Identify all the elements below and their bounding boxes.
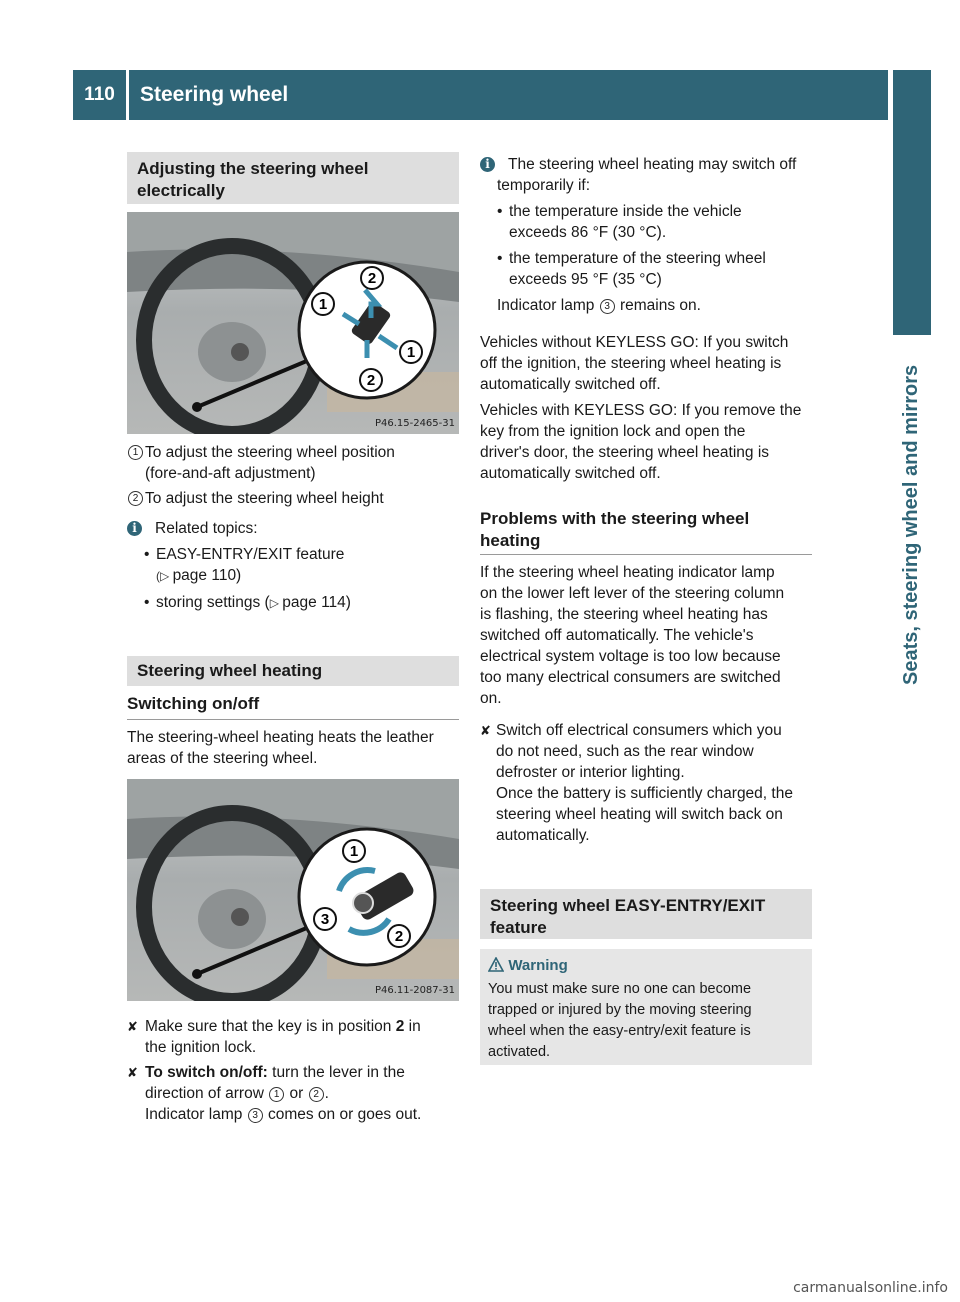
- callout-number: 3: [248, 1108, 263, 1123]
- side-tab: [893, 70, 931, 335]
- fig1-item-1: [127, 442, 459, 484]
- callout-number: 1: [128, 445, 143, 460]
- section-title-adjusting: [127, 152, 459, 204]
- text-line: electrical system voltage is too low because: [480, 648, 781, 665]
- figure-code: P46.11-2087-31: [374, 985, 455, 996]
- text-line: in: [404, 1018, 421, 1035]
- callout-2: 2: [394, 928, 404, 945]
- text-line: page 110): [172, 567, 242, 584]
- text-line: or: [285, 1085, 308, 1102]
- info-icon: i: [480, 157, 495, 172]
- step-switch-off-consumers: [480, 720, 815, 846]
- text-line: on the lower left lever of the steering column: [480, 585, 785, 602]
- callout-2-top: 2: [367, 270, 377, 287]
- right-column: [480, 152, 812, 1152]
- page-ref-arrow-icon: (▷: [156, 569, 173, 583]
- text-line: areas of the steering wheel.: [127, 750, 318, 767]
- text-line: Indicator lamp: [497, 297, 599, 314]
- text-line: automatically switched off.: [480, 465, 661, 482]
- text-line: Vehicles with KEYLESS GO: If you remove the: [480, 402, 802, 419]
- text-line: You must make sure no one can become: [488, 981, 752, 997]
- section-title-line: Adjusting the steering wheel: [137, 159, 369, 178]
- figure-code: P46.15-2465-31: [374, 418, 455, 429]
- heating-lever-illustration: [127, 779, 459, 1001]
- subheading-problems: [480, 508, 812, 555]
- figure-steering-adjust: [127, 212, 459, 434]
- callout-1-right: 1: [406, 344, 416, 361]
- text-line: the ignition lock.: [145, 1039, 257, 1056]
- text-line: remains on.: [615, 297, 701, 314]
- callout-number: 3: [600, 299, 615, 314]
- callout-3: 3: [320, 911, 330, 928]
- text-line: EASY-ENTRY/EXIT feature: [156, 546, 345, 563]
- text-line: storing settings (: [156, 594, 270, 611]
- text-line: trapped or injured by the moving steering: [488, 1002, 752, 1018]
- text-line: the temperature of the steering wheel: [509, 250, 766, 267]
- step-arrow-icon: ✘: [127, 1019, 138, 1034]
- steering-adjust-illustration: [127, 212, 459, 434]
- text-line: Indicator lamp: [145, 1106, 247, 1123]
- text-line: the temperature inside the vehicle: [509, 203, 742, 220]
- fig1-item-text: To adjust the steering wheel height: [145, 490, 384, 507]
- side-chapter-label: [898, 345, 926, 685]
- text-line: do not need, such as the rear window: [496, 743, 754, 760]
- paragraph-without-keyless-go: [480, 332, 815, 395]
- text-line: on.: [480, 690, 502, 707]
- text-line: The steering-wheel heating heats the leather: [127, 729, 434, 746]
- text-line: is flashing, the steering wheel heating has: [480, 606, 768, 623]
- paragraph-with-keyless-go: [480, 400, 815, 484]
- paragraph-problems: [480, 562, 815, 709]
- text-line: comes on or goes out.: [263, 1106, 422, 1123]
- warning-title: Warning: [508, 957, 568, 974]
- text-line: Make sure that the key is in position: [145, 1018, 396, 1035]
- warning-text: [488, 979, 752, 1063]
- text-line: temporarily if:: [497, 177, 591, 194]
- text-line: steering wheel heating will switch back on: [496, 806, 783, 823]
- related-topics: [127, 518, 459, 614]
- fig1-item-text: [145, 442, 459, 484]
- text-line: If the steering wheel heating indicator lamp: [480, 564, 775, 581]
- page-ref-arrow-icon: ▷: [269, 596, 283, 610]
- callout-number: 2: [309, 1087, 324, 1102]
- fig1-item-2: [127, 488, 459, 509]
- warning-box: [480, 949, 812, 1065]
- text-bold: 2: [395, 1018, 405, 1035]
- callout-number: 1: [269, 1087, 284, 1102]
- text-line: The steering wheel heating may switch off: [508, 156, 797, 173]
- text-bold: To switch on/off:: [145, 1064, 268, 1081]
- text-line: page 114): [282, 594, 351, 611]
- text-line: direction of arrow: [145, 1085, 269, 1102]
- page-number: 110: [73, 70, 126, 120]
- text-line: .: [324, 1085, 329, 1102]
- page-title: Steering wheel: [129, 70, 888, 120]
- text-line: turn the lever in the: [267, 1064, 405, 1081]
- left-column: [127, 152, 459, 1152]
- related-title: Related topics:: [155, 520, 258, 537]
- text-line: off the ignition, the steering wheel heating is: [480, 355, 782, 372]
- section-title-easy-entry: [480, 889, 812, 939]
- step-arrow-icon: ✘: [127, 1065, 138, 1080]
- text-line: (fore-and-aft adjustment): [145, 465, 316, 482]
- text-line: Problems with the steering wheel: [480, 509, 750, 528]
- info-bullet-2: • the temperature of the steering wheel exceeds 95 °F (35 °C): [497, 248, 815, 290]
- text-line: exceeds 95 °F (35 °C): [509, 271, 662, 288]
- related-bullet-1[interactable]: • EASY-ENTRY/EXIT feature (▷ page 110): [144, 544, 459, 587]
- text-line: Switch off electrical consumers which you: [496, 722, 782, 739]
- text-line: driver's door, the steering wheel heating is: [480, 444, 770, 461]
- warning-header: [488, 955, 568, 976]
- step-arrow-icon: ✘: [480, 723, 491, 738]
- text-line: Steering wheel EASY-ENTRY/EXIT: [490, 896, 766, 915]
- text-line: exceeds 86 °F (30 °C).: [509, 224, 667, 241]
- text-line: defroster or interior lighting.: [496, 764, 685, 781]
- callout-number: 2: [128, 491, 143, 506]
- text-line: heating: [480, 531, 541, 550]
- text-line: switched off automatically. The vehicle's: [480, 627, 754, 644]
- text-line: Vehicles without KEYLESS GO: If you switch: [480, 334, 789, 351]
- section-title-heating: Steering wheel heating: [127, 656, 459, 686]
- info-temporary-switch-off: [480, 154, 815, 316]
- text-line: automatically switched off.: [480, 376, 661, 393]
- warning-triangle-icon: [488, 957, 504, 972]
- step-key-position: [127, 1016, 459, 1058]
- callout-1: 1: [349, 843, 359, 860]
- text-line: too many electrical consumers are switched: [480, 669, 781, 686]
- callout-1-left: 1: [318, 296, 328, 313]
- info-bullet-1: • the temperature inside the vehicle exceeds 86 °F (30 °C).: [497, 201, 815, 243]
- info-icon: i: [127, 521, 142, 536]
- text-line: Once the battery is sufficiently charged, the: [496, 785, 793, 802]
- text-line: activated.: [488, 1044, 551, 1060]
- text-line: automatically.: [496, 827, 590, 844]
- section-title-line: electrically: [137, 181, 225, 200]
- text-line: key from the ignition lock and open the: [480, 423, 746, 440]
- figure-heating-lever: [127, 779, 459, 1001]
- heating-intro: [127, 727, 462, 769]
- callout-2-bottom: 2: [366, 372, 376, 389]
- related-bullet-2[interactable]: • storing settings (▷ page 114): [144, 594, 351, 611]
- side-chapter-text: Seats, steering wheel and mirrors: [900, 364, 922, 685]
- text-line: To adjust the steering wheel position: [145, 444, 395, 461]
- text-line: wheel when the easy-entry/exit feature is: [488, 1023, 751, 1039]
- text-line: feature: [490, 918, 547, 937]
- subheading-switching: Switching on/off: [127, 693, 459, 720]
- watermark: carmanualsonline.info: [793, 1280, 948, 1296]
- step-switch-on-off: [127, 1062, 459, 1125]
